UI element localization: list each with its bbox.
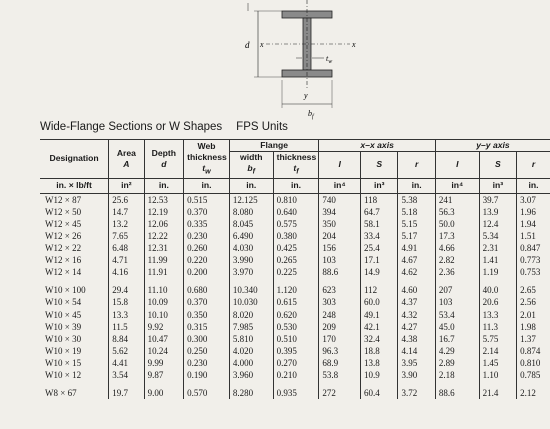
value-cell: 10.340 [229,284,273,296]
value-cell: 68.9 [319,357,361,369]
value-cell: 241 [435,193,479,206]
value-cell: 6.490 [229,230,273,242]
value-cell: 0.370 [184,206,230,218]
value-cell: 15.8 [109,296,144,308]
value-cell: 1.96 [517,206,550,218]
unit-cell: in³ [479,178,516,193]
col-xx-S: S [361,152,398,179]
value-cell: 12.125 [229,193,273,206]
value-cell: 4.020 [229,345,273,357]
value-cell: 207 [435,284,479,296]
designation-cell: W10 × 45 [45,309,82,320]
value-cell: 2.65 [517,284,550,296]
col-flange-width: width $b_f$ [229,152,273,179]
value-cell: 7.985 [229,321,273,333]
value-cell: 4.62 [398,266,435,278]
value-cell: 3.54 [109,369,144,381]
unit-cell: in⁴ [435,178,479,193]
value-cell: 13.3 [479,309,516,321]
value-cell: 4.14 [398,345,435,357]
designation-cell: W12 × 50 [45,206,82,217]
table-title-units: FPS Units [236,121,288,133]
value-cell: 0.575 [273,218,319,230]
value-cell: 1.45 [479,357,516,369]
table-row [40,309,550,321]
value-cell: 4.16 [109,266,144,278]
value-cell: 9.00 [144,387,184,399]
value-cell: 20.6 [479,296,516,308]
value-cell: 29.4 [109,284,144,296]
unit-cell: in³ [361,178,398,193]
value-cell: 33.4 [361,230,398,242]
units-row [40,178,550,193]
col-yy-I: I [435,152,479,179]
designation-cell: W10 × 12 [45,370,82,381]
value-cell: 18.8 [361,345,398,357]
col-yy-S: S [479,152,516,179]
value-cell: 40.0 [479,284,516,296]
value-cell: 4.000 [229,357,273,369]
value-cell: 17.3 [435,230,479,242]
value-cell: 12.53 [144,193,184,206]
value-cell: 2.12 [517,387,550,399]
designation-cell: W10 × 19 [45,345,82,356]
value-cell: 0.250 [184,345,230,357]
value-cell: 11.5 [109,321,144,333]
value-cell: 394 [319,206,361,218]
value-cell: 5.18 [398,206,435,218]
value-cell: 11.3 [479,321,516,333]
table-title [40,121,288,133]
value-cell: 0.370 [184,296,230,308]
value-cell: 56.3 [435,206,479,218]
table-title-main: Wide-Flange Sections or W Shapes [40,121,223,133]
value-cell: 5.17 [398,230,435,242]
value-cell: 0.753 [517,266,550,278]
value-cell: 0.935 [273,387,319,399]
value-cell: 0.810 [273,193,319,206]
value-cell: 1.37 [517,333,550,345]
value-cell: 12.31 [144,242,184,254]
value-cell: 5.810 [229,333,273,345]
value-cell: 21.4 [479,387,516,399]
value-cell: 0.530 [273,321,319,333]
unit-cell: in. × lb/ft [40,178,109,193]
value-cell: 5.15 [398,218,435,230]
value-cell: 1.41 [479,254,516,266]
value-cell: 88.6 [319,266,361,278]
value-cell: 12.22 [144,230,184,242]
value-cell: 0.230 [184,357,230,369]
designation-cell: W10 × 100 [45,285,86,296]
col-flange-thickness: thickness $t_f$ [273,152,319,179]
value-cell: 4.29 [435,345,479,357]
value-cell: 10.10 [144,309,184,321]
value-cell: 12.19 [144,206,184,218]
wide-flange-table [40,139,550,399]
value-cell: 2.31 [479,242,516,254]
value-cell: 9.92 [144,321,184,333]
col-xx-I: I [319,152,361,179]
value-cell: 1.19 [479,266,516,278]
table-row [40,333,550,345]
value-cell: 8.020 [229,309,273,321]
value-cell: 10.9 [361,369,398,381]
value-cell: 4.91 [398,242,435,254]
value-cell: 2.18 [435,369,479,381]
value-cell: 3.960 [229,369,273,381]
value-cell: 4.66 [435,242,479,254]
col-web-thickness: Web thickness $t_w$ [184,140,230,179]
value-cell: 32.4 [361,333,398,345]
value-cell: 64.7 [361,206,398,218]
value-cell: 0.190 [184,369,230,381]
designation-cell: W10 × 54 [45,297,82,308]
table-row [40,206,550,218]
value-cell: 42.1 [361,321,398,333]
value-cell: 25.6 [109,193,144,206]
unit-cell: in. [229,178,273,193]
wide-flange-section-figure [238,0,378,118]
value-cell: 0.425 [273,242,319,254]
value-cell: 4.38 [398,333,435,345]
value-cell: 1.51 [517,230,550,242]
unit-cell: in⁴ [319,178,361,193]
value-cell: 12.06 [144,218,184,230]
value-cell: 0.260 [184,242,230,254]
value-cell: 13.3 [109,309,144,321]
col-yy-axis: y–y axis [435,140,550,152]
value-cell: 10.47 [144,333,184,345]
value-cell: 2.14 [479,345,516,357]
table-row [40,357,550,369]
value-cell: 96.3 [319,345,361,357]
value-cell: 0.847 [517,242,550,254]
y-label-bottom: y [304,91,308,100]
value-cell: 3.72 [398,387,435,399]
unit-cell: in² [109,178,144,193]
value-cell: 0.220 [184,254,230,266]
value-cell: 8.280 [229,387,273,399]
col-area: Area A [109,140,144,179]
value-cell: 103 [435,296,479,308]
value-cell: 3.90 [398,369,435,381]
value-cell: 10.09 [144,296,184,308]
value-cell: 49.1 [361,309,398,321]
value-cell: 112 [361,284,398,296]
table-row [40,193,550,206]
value-cell: 0.270 [273,357,319,369]
value-cell: 0.300 [184,333,230,345]
value-cell: 209 [319,321,361,333]
value-cell: 0.200 [184,266,230,278]
value-cell: 248 [319,309,361,321]
table-row [40,230,550,242]
value-cell: 350 [319,218,361,230]
designation-cell: W12 × 22 [45,243,82,254]
value-cell: 9.99 [144,357,184,369]
value-cell: 13.9 [479,206,516,218]
value-cell: 0.615 [273,296,319,308]
value-cell: 53.4 [435,309,479,321]
value-cell: 4.60 [398,284,435,296]
table-row [40,387,550,399]
value-cell: 170 [319,333,361,345]
value-cell: 60.4 [361,387,398,399]
value-cell: 1.94 [517,218,550,230]
value-cell: 5.38 [398,193,435,206]
tw-label: $t_w$ [326,54,333,65]
value-cell: 11.10 [144,284,184,296]
value-cell: 8.84 [109,333,144,345]
value-cell: 4.27 [398,321,435,333]
value-cell: 103 [319,254,361,266]
value-cell: 0.265 [273,254,319,266]
value-cell: 3.990 [229,254,273,266]
value-cell: 50.0 [435,218,479,230]
value-cell: 3.970 [229,266,273,278]
value-cell: 0.680 [184,284,230,296]
value-cell: 1.98 [517,321,550,333]
col-xx-r: r [398,152,435,179]
value-cell: 11.99 [144,254,184,266]
value-cell: 0.570 [184,387,230,399]
designation-cell: W8 × 67 [45,388,77,399]
value-cell: 0.380 [273,230,319,242]
value-cell: 204 [319,230,361,242]
value-cell: 7.65 [109,230,144,242]
value-cell: 2.82 [435,254,479,266]
value-cell: 5.62 [109,345,144,357]
value-cell: 0.620 [273,309,319,321]
unit-cell: in. [184,178,230,193]
table-row [40,369,550,381]
designation-cell: W12 × 26 [45,231,82,241]
value-cell: 4.41 [109,357,144,369]
value-cell: 156 [319,242,361,254]
value-cell: 4.32 [398,309,435,321]
value-cell: 12.4 [479,218,516,230]
value-cell: 0.350 [184,309,230,321]
value-cell: 17.1 [361,254,398,266]
value-cell: 5.75 [479,333,516,345]
d-label: d [245,40,250,50]
value-cell: 0.810 [517,357,550,369]
value-cell: 13.8 [361,357,398,369]
col-flange: Flange [229,140,319,152]
value-cell: 623 [319,284,361,296]
value-cell: 0.773 [517,254,550,266]
col-yy-r: r [531,159,536,170]
table-row [40,345,550,357]
value-cell: 2.56 [517,296,550,308]
table-row [40,242,550,254]
col-xx-axis: x–x axis [319,140,436,152]
designation-cell: W12 × 45 [45,218,82,229]
value-cell: 1.10 [479,369,516,381]
value-cell: 2.89 [435,357,479,369]
header-row-1 [40,140,550,152]
designation-cell: W12 × 16 [45,255,82,266]
value-cell: 39.7 [479,193,516,206]
value-cell: 0.785 [517,369,550,381]
value-cell: 25.4 [361,242,398,254]
value-cell: 88.6 [435,387,479,399]
table-row [40,266,550,278]
value-cell: 4.030 [229,242,273,254]
value-cell: 4.71 [109,254,144,266]
unit-cell: in. [398,178,435,193]
designation-cell: W10 × 30 [45,333,82,344]
value-cell: 8.045 [229,218,273,230]
unit-cell: in. [273,178,319,193]
value-cell: 10.030 [229,296,273,308]
value-cell: 740 [319,193,361,206]
table-row [40,296,550,308]
value-cell: 13.2 [109,218,144,230]
value-cell: 0.640 [273,206,319,218]
value-cell: 45.0 [435,321,479,333]
col-depth: Depth d [144,140,184,179]
value-cell: 3.07 [517,193,550,206]
designation-cell: W12 × 87 [45,194,82,205]
value-cell: 3.95 [398,357,435,369]
value-cell: 118 [361,193,398,206]
table-row [40,321,550,333]
value-cell: 4.67 [398,254,435,266]
value-cell: 0.230 [184,230,230,242]
table-row [40,284,550,296]
value-cell: 0.395 [273,345,319,357]
value-cell: 8.080 [229,206,273,218]
value-cell: 16.7 [435,333,479,345]
designation-cell: W10 × 39 [45,321,82,332]
value-cell: 0.315 [184,321,230,333]
bf-label: $b_f$ [308,109,314,120]
value-cell: 58.1 [361,218,398,230]
value-cell: 0.225 [273,266,319,278]
value-cell: 0.335 [184,218,230,230]
table-row [40,254,550,266]
value-cell: 303 [319,296,361,308]
unit-cell: in. [144,178,184,193]
value-cell: 0.515 [184,193,230,206]
value-cell: 9.87 [144,369,184,381]
designation-cell: W10 × 15 [45,357,82,368]
value-cell: 0.210 [273,369,319,381]
value-cell: 11.91 [144,266,184,278]
value-cell: 272 [319,387,361,399]
col-designation: Designation [40,140,109,179]
value-cell: 53.8 [319,369,361,381]
table-row [40,218,550,230]
i-beam-diagram [238,0,378,118]
value-cell: 4.37 [398,296,435,308]
table-body [40,193,550,399]
value-cell: 0.510 [273,333,319,345]
value-cell: 60.0 [361,296,398,308]
value-cell: 2.36 [435,266,479,278]
value-cell: 10.24 [144,345,184,357]
value-cell: 5.34 [479,230,516,242]
value-cell: 14.7 [109,206,144,218]
value-cell: 0.874 [517,345,550,357]
value-cell: 14.9 [361,266,398,278]
x-label-left: x [260,40,264,49]
value-cell: 2.01 [517,309,550,321]
x-label-right: x [352,40,356,49]
designation-cell: W12 × 14 [45,267,82,278]
value-cell: 19.7 [109,387,144,399]
unit-cell: in. [517,178,550,193]
value-cell: 1.120 [273,284,319,296]
value-cell: 6.48 [109,242,144,254]
wide-flange-table-container [40,139,550,429]
